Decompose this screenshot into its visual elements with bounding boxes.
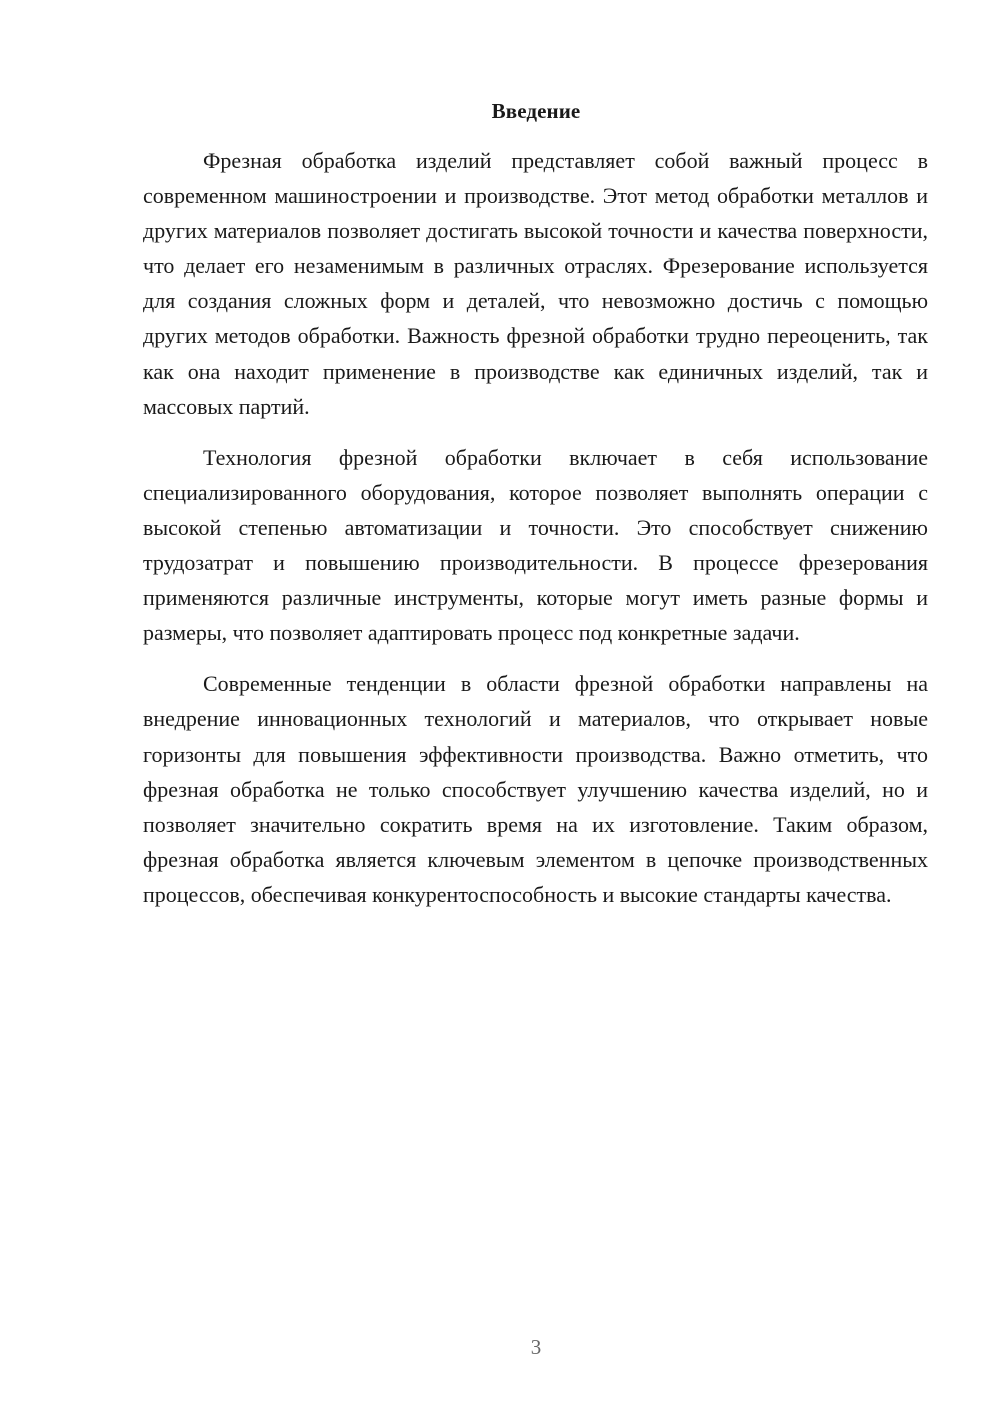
paragraph-3: Современные тенденции в области фрезной обработки направлены на внедрение инновационных технологий и материалов, что открывает новые горизонты для повышения эффективности производства. Важно отметить, что фрезная обработка не только способствует улучшению качества изделий, но и позволяет значительно сократить время на их изготовление. Таким образом, фрезная обработка является ключевым элементом в цепочке производственных процессов, обеспечивая конкурентоспособность и высокие стандарты качества. [143, 671, 928, 907]
paragraph-1: Фрезная обработка изделий представляет собой важный процесс в современном машиностроении и производстве. Этот метод обработки металлов и других материалов позволяет достигать высокой точности и качества поверхности, что делает его незаменимым в различных отраслях. Фрезерование используется для создания сложных форм и деталей, что невозможно достичь с помощью других методов обработки. Важность фрезной обработки трудно переоценить, так как она находит применение в производстве как единичных изделий, так и массовых партий. [143, 148, 928, 419]
section-title: Введение [491, 99, 581, 123]
body-text [143, 143, 928, 928]
page-number: 3 [530, 1335, 542, 1359]
paragraph-2: Технология фрезной обработки включает в себя использование специализированного оборудования, которое позволяет выполнять операции с высокой степенью автоматизации и точности. Это способствует снижению трудозатрат и повышению производительности. В процессе фрезерования применяются различные инструменты, которые могут иметь разные формы и размеры, что позволяет адаптировать процесс под конкретные задачи. [143, 444, 928, 646]
